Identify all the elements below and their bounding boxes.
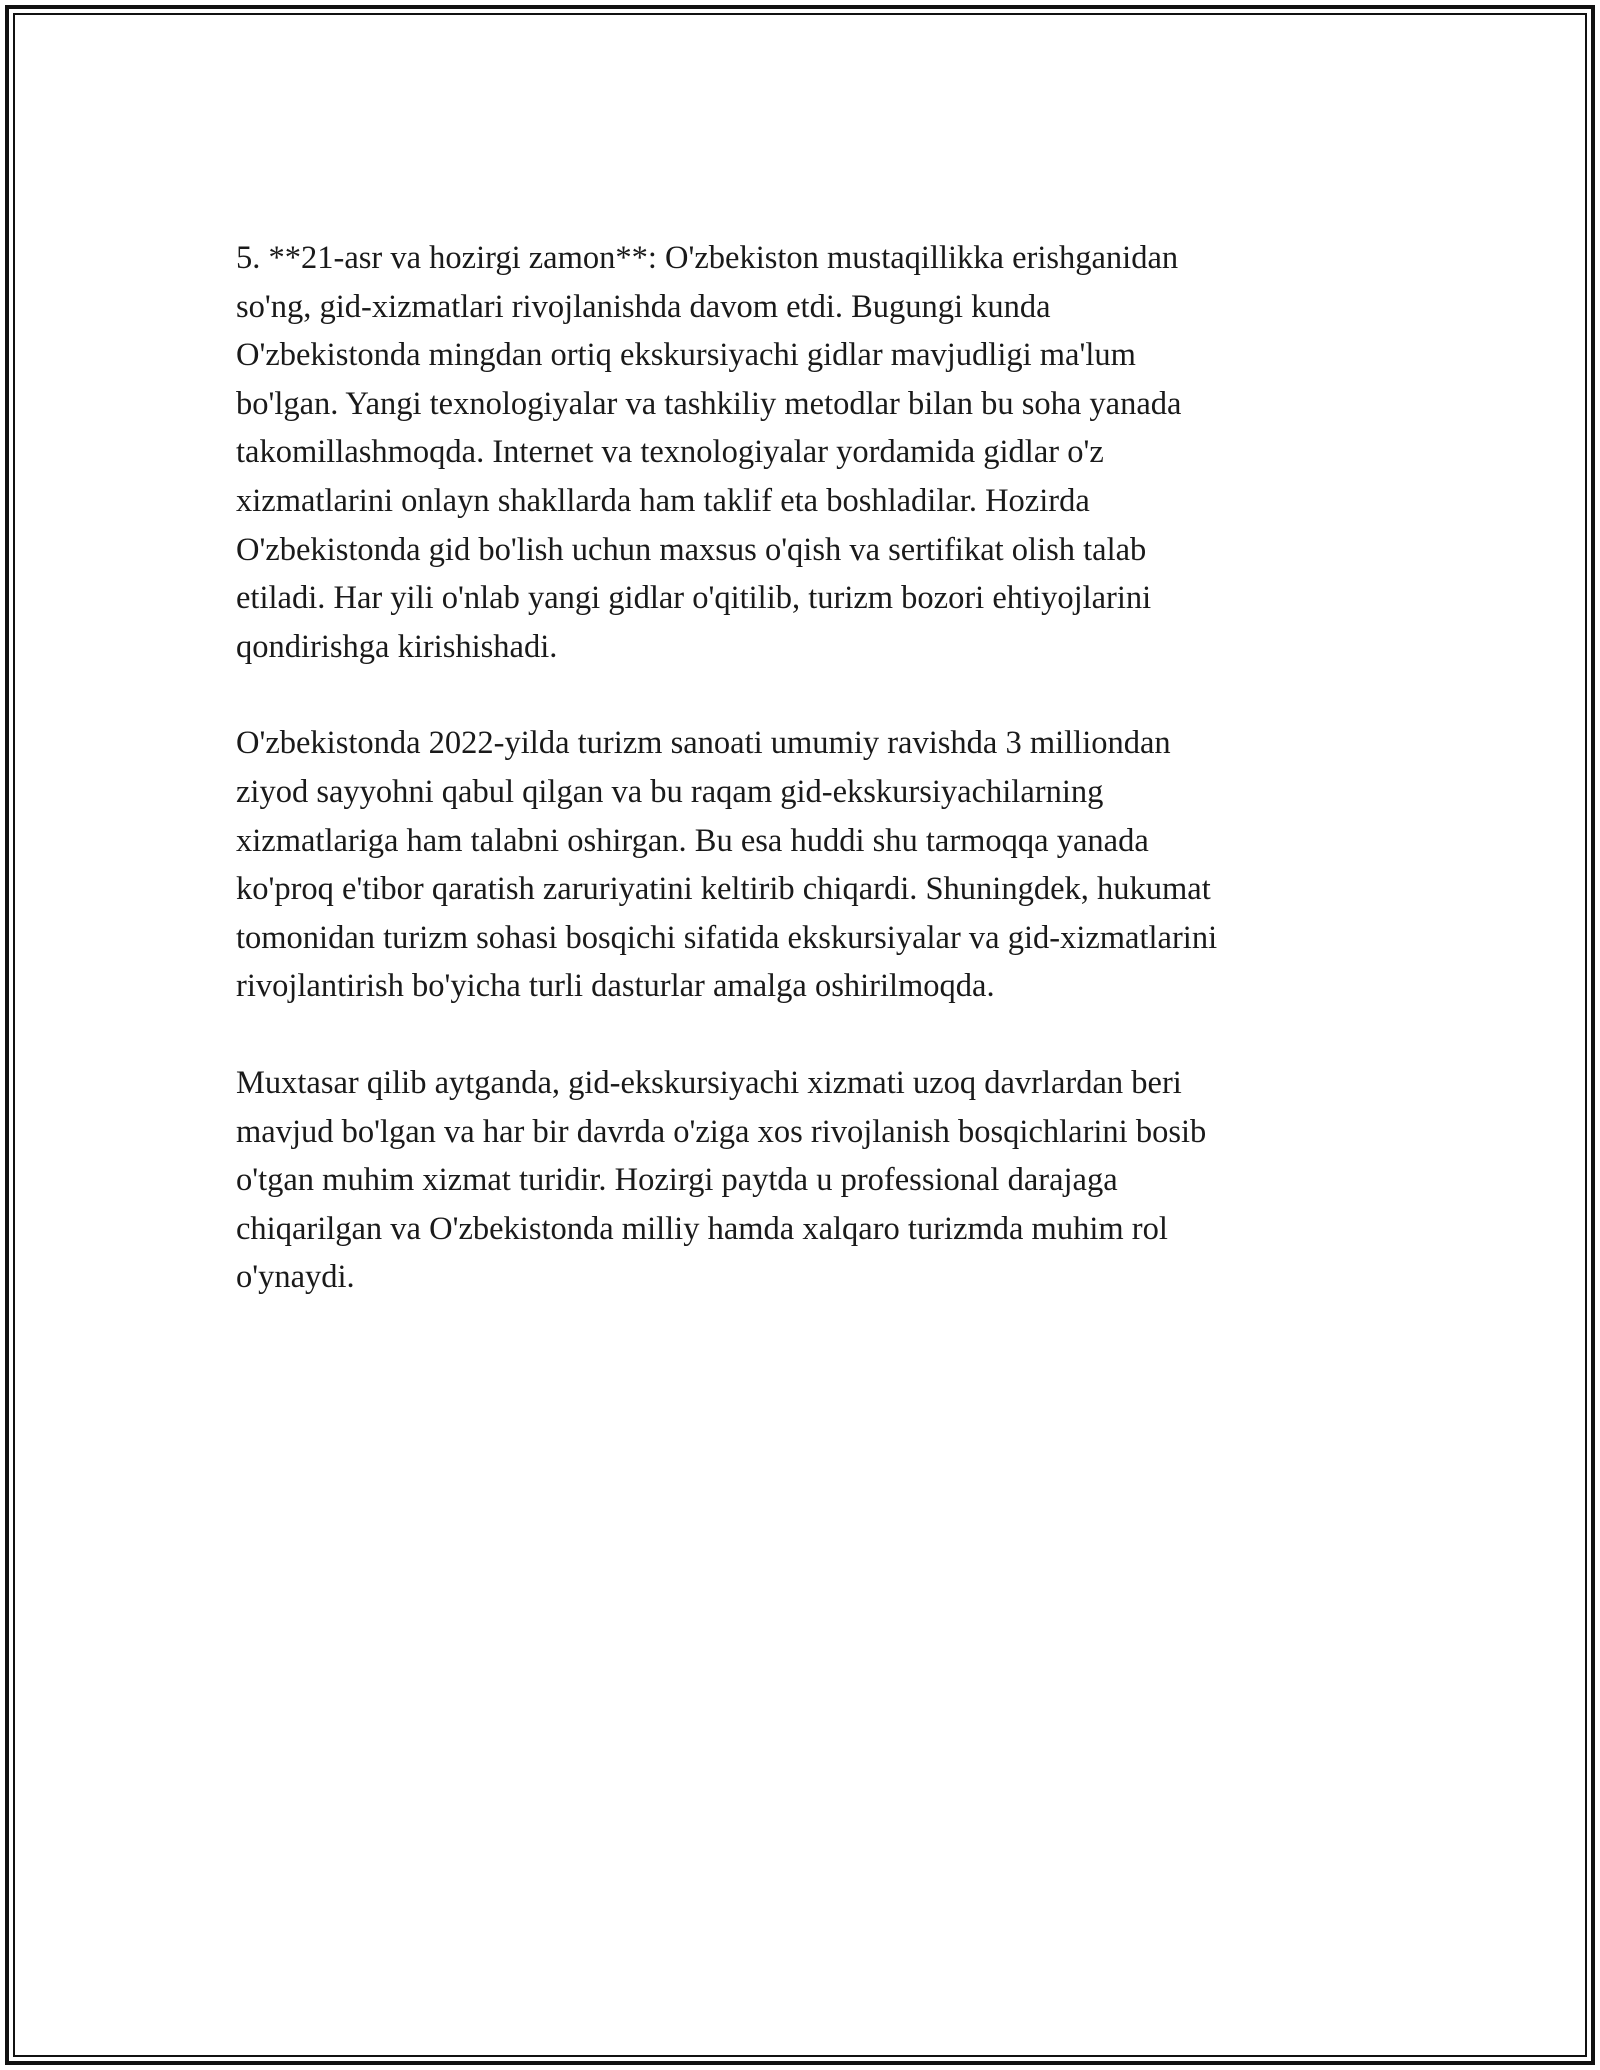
paragraph-tourism-2022: O'zbekistonda 2022-yilda turizm sanoati umumiy ravishda 3 milliondan ziyod sayyohni qabul qilgan va bu raqam gid-ekskursiyachilarning xizmatlariga ham talabni oshirgan. Bu esa huddi shu tarmoqqa yanada ko'proq e'tibor qaratish zaruriyatini keltirib chiqardi. Shuningdek, hukumat tomonidan turizm sohasi bosqichi sifatida ekskursiyalar va gid-xizmatlarini rivojlantirish bo'yicha turli dasturlar amalga oshirilmoqda. [236, 725, 1218, 1005]
paragraph-modern-era: 5. **21-asr va hozirgi zamon**: O'zbekiston mustaqillikka erishganidan so'ng, gid-xizmatlari rivojlanishda davom etdi. Bugungi kunda O'zbekistonda mingdan ortiq ekskursiyachi gidlar mavjudligi ma'lum bo'lgan. Yangi texnologiyalar va tashkiliy metodlar bilan bu soha yanada takomillashmoqda. Internet va texnologiyalar yordamida gidlar o'z xizmatlarini onlayn shakllarda ham taklif eta boshladilar. Hozirda O'zbekistonda gid bo'lish uchun maxsus o'qish va sertifikat olish talab etiladi. Har yili o'nlab yangi gidlar o'qitilib, turizm bozori ehtiyojlarini qondirishga kirishishadi. [236, 240, 1182, 665]
paragraph-conclusion: Muxtasar qilib aytganda, gid-ekskursiyachi xizmati uzoq davrlardan beri mavjud bo'lgan va har bir davrda o'ziga xos rivojlanish bosqichlarini bosib o'tgan muhim xizmat turidir. Hozirgi paytda u professional darajaga chiqarilgan va O'zbekistonda milliy hamda xalqaro turizmda muhim rol o'ynaydi. [236, 1064, 1207, 1296]
document-body [236, 234, 1356, 1350]
